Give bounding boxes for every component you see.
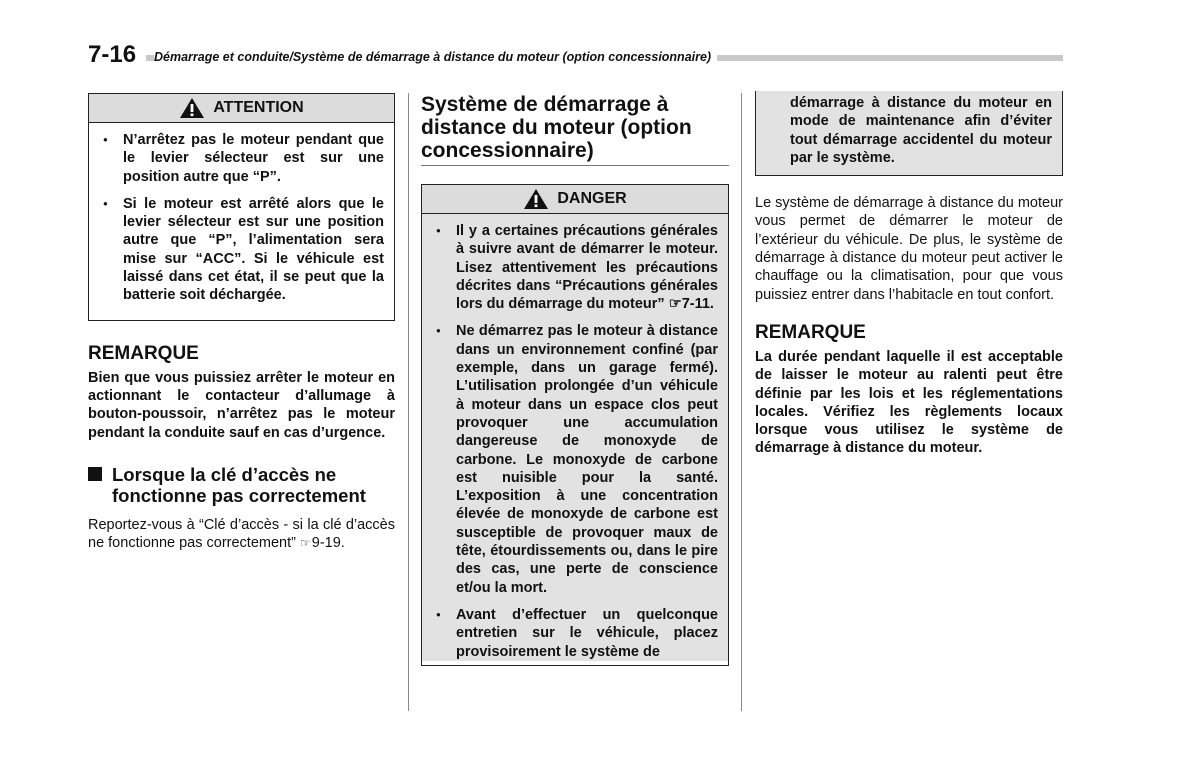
column-divider [408, 93, 409, 711]
attention-title: ATTENTION [213, 99, 304, 116]
warning-triangle-icon [179, 97, 205, 119]
subsection-text [88, 516, 395, 553]
subsection-heading [88, 464, 395, 506]
attention-title-bar [89, 94, 394, 123]
description-text: Le système de démarrage à distance du moteur vous permet de démarrer le moteur de l’extérieur du véhicule. De plus, le système de démarrage à distance du moteur peut activer le chauffage ou la climatisation, pour que vous puissiez entrer dans l’habitacle en tout confort. [755, 195, 1063, 303]
section-heading-rule [421, 165, 729, 166]
remarque-heading: REMARQUE [88, 342, 199, 364]
square-bullet-icon [88, 467, 102, 481]
danger-title-bar [422, 185, 728, 214]
attention-item: ● N’arrêtez pas le moteur pendant que le levier sélecteur est sur une position autre que “P”. [99, 131, 384, 186]
danger-continuation-box [755, 91, 1063, 176]
page-header [88, 42, 1063, 68]
column-middle [421, 93, 729, 666]
danger-title: DANGER [557, 190, 627, 207]
warning-triangle-icon [523, 188, 549, 210]
danger-body [422, 214, 728, 661]
page-number: 7-16 [88, 41, 137, 68]
subsection-body: Reportez-vous à “Clé d’accès - si la clé d’accès ne fonctionne pas correctement” [88, 516, 395, 552]
remarque-text: La durée pendant laquelle il est acceptable de laisser le moteur au ralenti peut être définie par les lois et les réglementations locales. Vérifiez les règlements locaux lorsque vous utilisez le système de démarrage à distance du moteur. [755, 348, 1063, 457]
danger-item: ● Ne démarrez pas le moteur à distance dans un environnement confiné (par exemple, dans un garage fermé). L’utilisation prolongée d’un véhicule à moteur dans un espace clos peut provoquer une accumulation dangereuse de monoxyde de carbone. Le monoxyde de carbone est nuisible pour la santé. L’exposition à une concentration élevée de monoxyde de carbone est susceptible de provoquer maux de tête, étourdissements ou, dans le pire des cas, une perte de conscience et/ou la mort. [432, 322, 718, 596]
remarque-heading: REMARQUE [755, 321, 866, 343]
page-reference[interactable]: 9-19. [311, 535, 345, 552]
column-left [88, 93, 395, 552]
section-heading: Système de démarrage à distance du moteur (option concessionnaire) [421, 93, 692, 162]
danger-continuation: démarrage à distance du moteur en mode de maintenance afin d’éviter tout démarrage accidentel du moteur par le système. [790, 95, 1052, 166]
attention-item: ● Si le moteur est arrêté alors que le levier sélecteur est sur une position autre que “P”, l’alimentation sera mise sur “ACC”. Si le véhicule est laissé dans cet état, il se peut que la batterie soit déchargée. [99, 195, 384, 305]
attention-box [88, 93, 395, 321]
subsection-title: Lorsque la clé d’accès ne fonctionne pas correctement [112, 463, 366, 506]
page-reference-icon: ☞ [299, 536, 311, 551]
column-right [755, 93, 1063, 458]
remarque-text: Bien que vous puissiez arrêter le moteur en actionnant le contacteur d’allumage à bouton-poussoir, n’arrêtez pas le moteur pendant la conduite sauf en cas d’urgence. [88, 369, 395, 441]
danger-item: ● Avant d’effectuer un quelconque entretien sur le véhicule, placez provisoirement le système de [432, 606, 718, 661]
column-divider [741, 93, 742, 711]
header-title: Démarrage et conduite/Système de démarrage à distance du moteur (option concessionnaire) [154, 49, 717, 65]
attention-body [89, 123, 394, 320]
danger-item: ● Il y a certaines précautions générales à suivre avant de démarrer le moteur. Lisez attentivement les précautions décrites dans “Précautions générales lors du démarrage du moteur” ☞7-11. [432, 222, 718, 313]
danger-box [421, 184, 729, 666]
